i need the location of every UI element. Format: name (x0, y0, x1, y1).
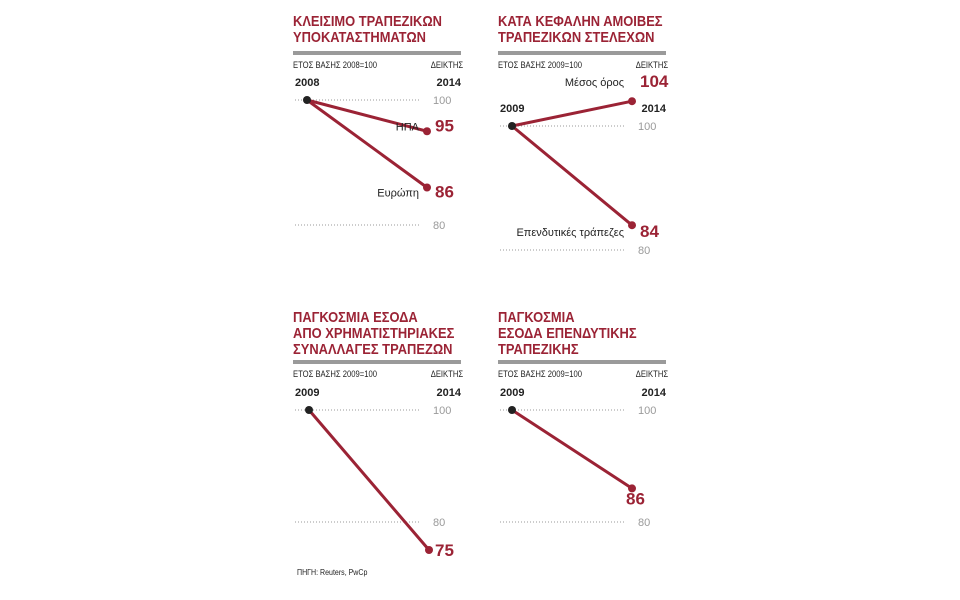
source-note: ΠΗΓΗ: Reuters, PwCp (297, 568, 368, 577)
year-end-label: 2014 (641, 103, 666, 115)
series-start-point (508, 406, 516, 414)
reference-label-100: 100 (638, 405, 657, 417)
reference-label-80: 80 (638, 245, 651, 257)
reference-label-80: 80 (433, 220, 446, 232)
base-year-note: ΕΤΟΣ ΒΑΣΗΣ 2008=100 (293, 60, 378, 70)
chart-plot (498, 14, 668, 284)
series-start-point (303, 96, 311, 104)
chart-title-line-1: ΠΑΓΚΟΣΜΙΑ (498, 309, 575, 326)
series-line (309, 410, 429, 550)
index-label: ΔΕΙΚΤΗΣ (430, 369, 463, 379)
chart-plot (293, 14, 463, 284)
reference-label-100: 100 (433, 405, 452, 417)
year-end-label: 2014 (436, 387, 461, 399)
index-label: ΔΕΙΚΤΗΣ (430, 60, 463, 70)
chart-panel-trading-revenue (293, 310, 463, 580)
chart-title-line-2: ΤΡΑΠΕΖΙΚΩΝ ΣΤΕΛΕΧΩΝ (498, 29, 655, 46)
chart-title-line-2: ΥΠΟΚΑΤΑΣΤΗΜΑΤΩΝ (293, 29, 426, 46)
series-name-label: Ευρώπη (377, 187, 419, 200)
series-name-label: Επενδυτικές τράπεζες (516, 227, 624, 240)
series-value-label: 86 (626, 489, 645, 509)
chart-panel-branch-closures (293, 14, 463, 284)
index-label: ΔΕΙΚΤΗΣ (635, 369, 668, 379)
base-year-note: ΕΤΟΣ ΒΑΣΗΣ 2009=100 (293, 369, 378, 379)
series-value-label: 104 (640, 72, 669, 92)
chart-panel-banker-pay (498, 14, 668, 284)
reference-label-100: 100 (433, 95, 452, 107)
index-label: ΔΕΙΚΤΗΣ (635, 60, 668, 70)
series-end-point (423, 184, 431, 192)
reference-label-80: 80 (433, 517, 446, 529)
series-line (512, 410, 632, 488)
series-end-point (423, 127, 431, 135)
reference-label-100: 100 (638, 121, 657, 133)
base-year-note: ΕΤΟΣ ΒΑΣΗΣ 2009=100 (498, 60, 583, 70)
base-year-note: ΕΤΟΣ ΒΑΣΗΣ 2009=100 (498, 369, 583, 379)
series-line (512, 126, 632, 225)
year-start-label: 2009 (295, 387, 320, 399)
series-name-label: Μέσος όρος (564, 77, 624, 90)
year-start-label: 2009 (500, 103, 525, 115)
series-start-point (305, 406, 313, 414)
series-value-label: 86 (435, 182, 454, 202)
year-start-label: 2009 (500, 387, 525, 399)
chart-title-line-3: ΣΥΝΑΛΛΑΓΕΣ ΤΡΑΠΕΖΩΝ (293, 341, 453, 358)
chart-plot (293, 310, 463, 580)
series-line (512, 101, 632, 126)
chart-title-line-1: ΠΑΓΚΟΣΜΙΑ ΕΣΟΔΑ (293, 309, 418, 326)
year-end-label: 2014 (641, 387, 666, 399)
series-value-label: 95 (435, 116, 454, 136)
year-end-label: 2014 (436, 77, 461, 89)
series-end-point (425, 546, 433, 554)
series-value-label: 84 (640, 222, 659, 242)
series-end-point (628, 97, 636, 105)
chart-title-line-2: ΕΣΟΔΑ ΕΠΕΝΔΥΤΙΚΗΣ (498, 325, 637, 342)
chart-title-line-2: ΑΠΟ ΧΡΗΜΑΤΙΣΤΗΡΙΑΚΕΣ (293, 325, 455, 342)
chart-title-line-1: ΚΑΤΑ ΚΕΦΑΛΗΝ ΑΜΟΙΒΕΣ (498, 13, 663, 30)
reference-label-80: 80 (638, 517, 651, 529)
chart-title-line-1: ΚΛΕΙΣΙΜΟ ΤΡΑΠΕΖΙΚΩΝ (293, 13, 443, 30)
chart-plot (498, 310, 668, 580)
year-start-label: 2008 (295, 77, 320, 89)
series-end-point (628, 221, 636, 229)
chart-panel-ib-revenue (498, 310, 668, 580)
series-value-label: 75 (435, 541, 454, 560)
chart-title-line-3: ΤΡΑΠΕΖΙΚΗΣ (498, 341, 579, 358)
series-start-point (508, 122, 516, 130)
series-line (307, 100, 427, 188)
series-name-label: ΗΠΑ (395, 121, 419, 134)
